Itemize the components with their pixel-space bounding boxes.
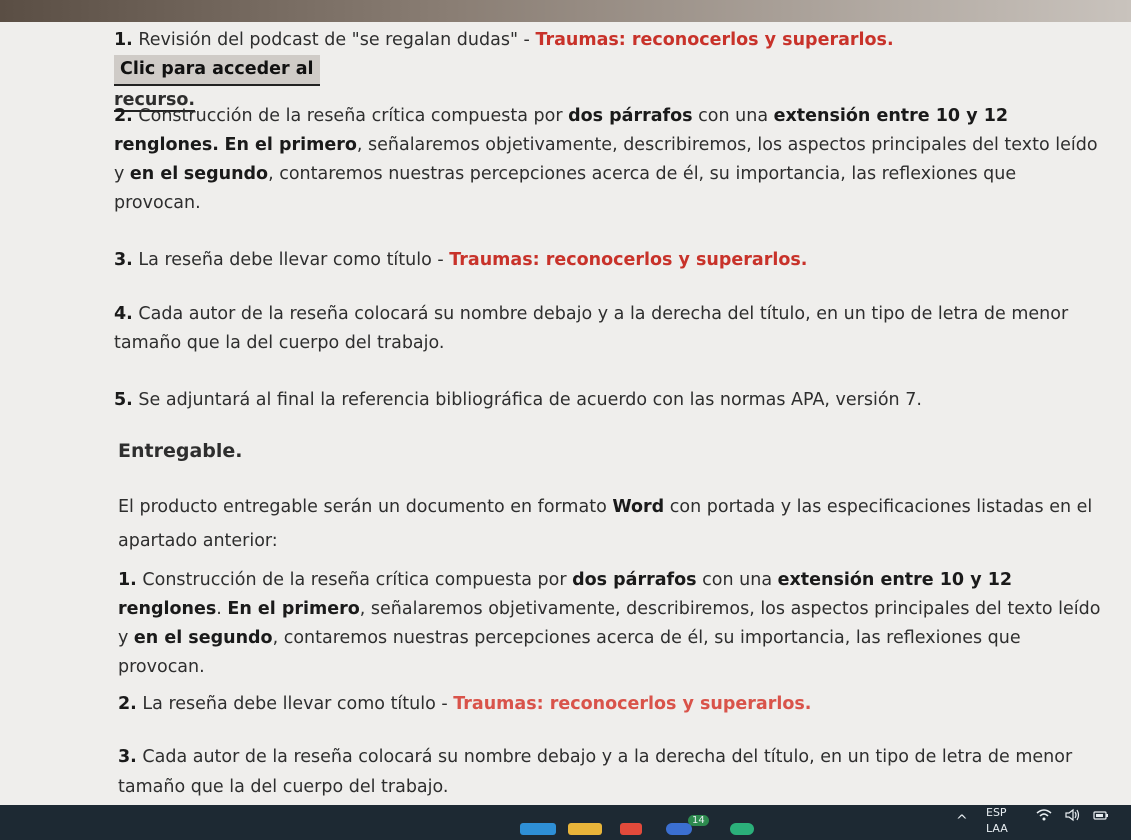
sub-item-2-text: La reseña debe llevar como título - <box>142 694 454 714</box>
keyboard-layout-indicator[interactable]: LAA <box>986 822 1008 835</box>
item-4-text: Cada autor de la reseña colocará su nombre debajo y a la derecha del título, en un tipo de letra de menor tamaño que la del cuerpo del trabajo. <box>114 304 1069 353</box>
item-3-title: Traumas: reconocerlos y superarlos. <box>449 250 808 270</box>
wifi-icon[interactable] <box>1036 808 1052 826</box>
entregable-bold-word: Word <box>612 497 665 517</box>
item-5-text: Se adjuntará al final la referencia bibliográfica de acuerdo con las normas APA, versión 7. <box>138 390 922 410</box>
sub-item-1-bold-2: extensión entre 10 y 12 <box>777 570 1013 590</box>
sub-item-3-number: 3. <box>118 747 137 767</box>
notification-badge: 14 <box>688 815 709 826</box>
item-2-bold-5: segundo <box>183 164 269 184</box>
entregable-heading: Entregable. <box>118 440 243 462</box>
item-2-text-4: , contaremos nuestras percepciones acerca de él, su importancia, las reflexiones que provocan. <box>114 164 1017 213</box>
sub-item-2 <box>118 690 1108 719</box>
taskbar-app-icon-1[interactable] <box>520 823 556 835</box>
sub-item-1-bold-3: renglones <box>118 599 217 619</box>
item-1-text: Revisión del podcast de "se regalan dudas" - <box>138 30 536 50</box>
item-2-bold-2: extensión entre 10 y 12 renglones. <box>114 106 1009 155</box>
entregable-text-2: con portada y las especificaciones listadas en el apartado anterior: <box>118 497 1093 551</box>
resource-link[interactable]: Clic para acceder al <box>114 55 320 86</box>
sub-item-1-text-5: , contaremos nuestras percepciones acerca de él, su importancia, las reflexiones que provocan. <box>118 628 1021 677</box>
sub-item-1-bold-1: dos párrafos <box>572 570 697 590</box>
item-2-text-2: con una <box>692 106 774 126</box>
item-1-title: Traumas: reconocerlos y superarlos. <box>535 30 894 50</box>
item-3-text: La reseña debe llevar como título - <box>138 250 450 270</box>
entregable-text-1: El producto entregable serán un documento en formato <box>118 497 613 517</box>
sub-item-1 <box>118 566 1103 682</box>
sub-item-1-text-3: . <box>216 599 228 619</box>
item-2-bold-4: en el <box>129 164 179 184</box>
show-hidden-icons-chevron-icon[interactable]: ^ <box>956 813 968 829</box>
item-2-bold-1: dos párrafos <box>568 106 693 126</box>
sub-item-1-text-4: , señalaremos objetivamente, describiremos, los aspectos principales del texto leído y <box>118 599 1101 648</box>
folder-icon[interactable] <box>568 823 602 835</box>
item-4 <box>114 300 1104 358</box>
item-5-number: 5. <box>114 390 133 410</box>
sub-item-1-bold-5: en el segundo <box>133 628 273 648</box>
language-indicator[interactable]: ESP <box>986 806 1007 819</box>
taskbar-app-icon-3[interactable] <box>666 823 692 835</box>
item-2-number: 2. <box>114 106 133 126</box>
sub-item-1-text-1: Construcción de la reseña crítica compuesta por <box>142 570 573 590</box>
sub-item-2-title: Traumas: reconocerlos y superarlos. <box>453 694 812 714</box>
resource-link-continued[interactable]: recurso. <box>114 90 196 110</box>
item-2-text-1: Construcción de la reseña crítica compuesta por <box>138 106 569 126</box>
sub-item-3-text: Cada autor de la reseña colocará su nombre debajo y a la derecha del título, en un tipo de letra de menor tamaño que la del cuerpo del trabajo. <box>118 747 1073 797</box>
item-4-number: 4. <box>114 304 133 324</box>
item-3-number: 3. <box>114 250 133 270</box>
taskbar-app-icon-2[interactable] <box>620 823 642 835</box>
sub-item-3 <box>118 742 1078 802</box>
battery-icon[interactable] <box>1092 808 1110 826</box>
item-3 <box>114 246 1104 275</box>
sub-item-1-number: 1. <box>118 570 137 590</box>
item-2 <box>114 102 1104 218</box>
window-top-edge <box>0 0 1131 22</box>
sub-item-2-number: 2. <box>118 694 137 714</box>
entregable-paragraph <box>118 490 1108 558</box>
item-2-text-3: , señalaremos objetivamente, describiremos, los aspectos principales del texto leído y <box>114 135 1098 184</box>
item-1-number: 1. <box>114 30 133 50</box>
item-2-bold-3: En el primero <box>224 135 357 155</box>
volume-icon[interactable] <box>1064 808 1082 826</box>
item-5 <box>114 386 1104 415</box>
sub-item-1-text-2: con una <box>696 570 778 590</box>
sub-item-1-bold-4: En el primero <box>227 599 360 619</box>
taskbar-app-icon-4[interactable] <box>730 823 754 835</box>
